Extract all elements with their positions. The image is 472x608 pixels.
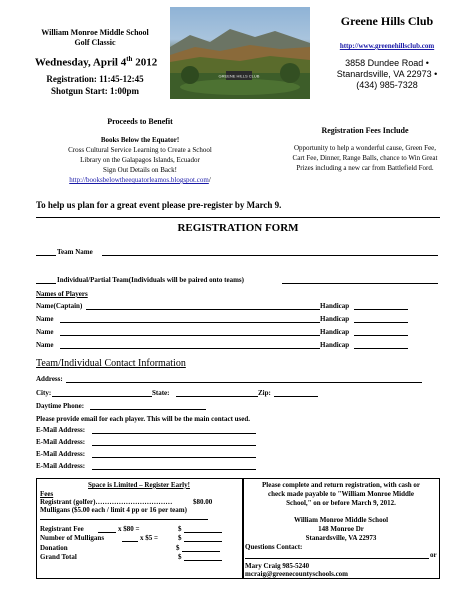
donation-amount-field[interactable] [182, 551, 220, 552]
questions-contact-label: Questions Contact: [245, 543, 303, 551]
contact-heading: Team/Individual Contact Information [36, 358, 186, 369]
school-name: William Monroe Middle School [41, 28, 149, 37]
questions-or: or [430, 551, 437, 559]
fees-label: Fees [40, 490, 54, 498]
player-handicap-field[interactable] [354, 309, 408, 310]
player-name-label: Name [36, 315, 54, 323]
player-handicap-label: Handicap [320, 328, 350, 336]
club-url-link[interactable]: http://www.greenehillsclub.com [339, 42, 435, 50]
email-field[interactable] [92, 469, 256, 470]
proceeds-line-3: Library on the Galapagos Islands, Ecuador [80, 156, 200, 164]
fees-box-heading: Space is Limited – Register Early! [88, 481, 190, 489]
grand-total-dollar: $ [178, 553, 182, 561]
golfer-fee-price: $80.00 [193, 498, 213, 506]
player-handicap-field[interactable] [354, 322, 408, 323]
questions-contact-field[interactable] [245, 558, 429, 559]
zip-label: Zip: [258, 389, 271, 397]
num-mulligans-label: Number of Mulligans [40, 534, 105, 542]
return-line-3: School," on or before March 9, 2012. [286, 499, 396, 507]
player-handicap-field[interactable] [354, 348, 408, 349]
state-field[interactable] [176, 396, 258, 397]
mulligans-amount-field[interactable] [184, 541, 222, 542]
player-name-label: Name [36, 341, 54, 349]
golfer-fee-label: Registrant (golfer)…………………………… [40, 498, 173, 506]
grand-total-amount-field[interactable] [184, 560, 222, 561]
registration-form-title: REGISTRATION FORM [177, 222, 299, 234]
proceeds-heading: Proceeds to Benefit [107, 117, 173, 126]
mulligans-multiplier: x $5 = [140, 534, 158, 542]
proceeds-url-link[interactable]: http://booksbelowtheequatorleamos.blogspot.com [69, 176, 209, 184]
return-street: 148 Monroe Dr [318, 525, 364, 533]
mulligans-note: Mulligans ($5.00 each / limit 4 pp or 16 per team) [40, 506, 187, 514]
fees-include-line-2: Cart Fee, Dinner, Range Balls, chance to Win Great [292, 154, 438, 162]
player-name-field[interactable] [86, 309, 320, 310]
club-address-2: Stanardsville, VA 22973 • [336, 69, 438, 79]
registrant-fee-amount-field[interactable] [184, 532, 222, 533]
club-address-1: 3858 Dundee Road • [345, 58, 429, 68]
individual-prefix-line [36, 283, 56, 284]
players-heading: Names of Players [36, 290, 88, 298]
registration-time: Registration: 11:45-12:45 [46, 74, 144, 84]
return-line-2: check made payable to "William Monroe Middle [268, 490, 414, 498]
player-handicap-label: Handicap [320, 302, 350, 310]
proceeds-url: http://booksbelowtheequatorleamos.blogspot.com/ [69, 176, 211, 184]
player-name-label: Name [36, 328, 54, 336]
return-city: Stanardsville, VA 22973 [305, 534, 377, 542]
city-field[interactable] [52, 396, 152, 397]
fees-separator [40, 519, 208, 520]
player-handicap-label: Handicap [320, 315, 350, 323]
team-name-field[interactable] [102, 255, 438, 256]
club-phone: (434) 985-7328 [356, 80, 418, 90]
team-name-prefix-line [36, 255, 56, 256]
individual-team-field[interactable] [282, 283, 438, 284]
player-name-field[interactable] [60, 322, 320, 323]
donation-label: Donation [40, 544, 68, 552]
fees-include-heading: Registration Fees Include [321, 126, 409, 135]
team-name-label: Team Name [57, 248, 93, 256]
proceeds-line-1: Books Below the Equator! [100, 136, 180, 144]
photo-sign-text: GREENE HILLS CLUB [218, 73, 260, 79]
address-field[interactable] [66, 382, 422, 383]
club-name: Greene Hills Club [340, 14, 434, 28]
address-label: Address: [36, 375, 63, 383]
mulligans-dollar: $ [178, 534, 182, 542]
registrant-count-field[interactable] [98, 532, 116, 533]
event-date: Wednesday, April 4th 2012 [34, 55, 158, 69]
registrant-fee-dollar: $ [178, 525, 182, 533]
mulligans-count-field[interactable] [122, 541, 138, 542]
player-handicap-label: Handicap [320, 341, 350, 349]
contact-name: Mary Craig 985-5240 [245, 562, 310, 570]
city-label: City: [36, 389, 52, 397]
shotgun-start: Shotgun Start: 1:00pm [50, 86, 139, 96]
event-name: Golf Classic [74, 38, 116, 47]
proceeds-line-4: Sign Out Details on Back! [103, 166, 177, 174]
golf-course-photo [170, 7, 310, 99]
email-field[interactable] [92, 433, 256, 434]
email-label: E-Mail Address: [36, 426, 86, 434]
grand-total-label: Grand Total [40, 553, 77, 561]
state-label: State: [152, 389, 170, 397]
player-name-field[interactable] [60, 335, 320, 336]
player-name-field[interactable] [60, 348, 320, 349]
fees-include-line-1: Opportunity to help a wonderful cause, Green Fee, [293, 144, 437, 152]
email-label: E-Mail Address: [36, 438, 86, 446]
donation-dollar: $ [176, 544, 180, 552]
email-field[interactable] [92, 457, 256, 458]
registrant-fee-multiplier: x $80 = [118, 525, 140, 533]
return-line-1: Please complete and return registration, with cash or [262, 481, 420, 489]
zip-field[interactable] [274, 396, 318, 397]
fees-include-line-3: Prizes including a new car from Battlefield Ford. [296, 164, 434, 172]
preregister-note: To help us plan for a great event please pre-register by March 9. [36, 200, 282, 210]
golf-course-photo-drawing [170, 7, 310, 99]
contact-email: mcraig@greenecountyschools.com [245, 570, 349, 578]
daytime-phone-field[interactable] [90, 409, 206, 410]
email-note: Please provide email for each player. This will be the main contact used. [36, 415, 251, 423]
daytime-phone-label: Daytime Phone: [36, 402, 85, 410]
divider-line [36, 217, 440, 218]
registrant-fee-label: Registrant Fee [40, 525, 84, 533]
email-field[interactable] [92, 445, 256, 446]
proceeds-line-2: Cross Cultural Service Learning to Create a School [68, 146, 212, 154]
player-name-label: Name(Captain) [36, 302, 83, 310]
player-handicap-field[interactable] [354, 335, 408, 336]
email-label: E-Mail Address: [36, 462, 86, 470]
email-label: E-Mail Address: [36, 450, 86, 458]
return-school: William Monroe Middle School [293, 516, 389, 524]
individual-team-label: Individual/Partial Team(Individuals will be paired onto teams) [57, 276, 244, 284]
